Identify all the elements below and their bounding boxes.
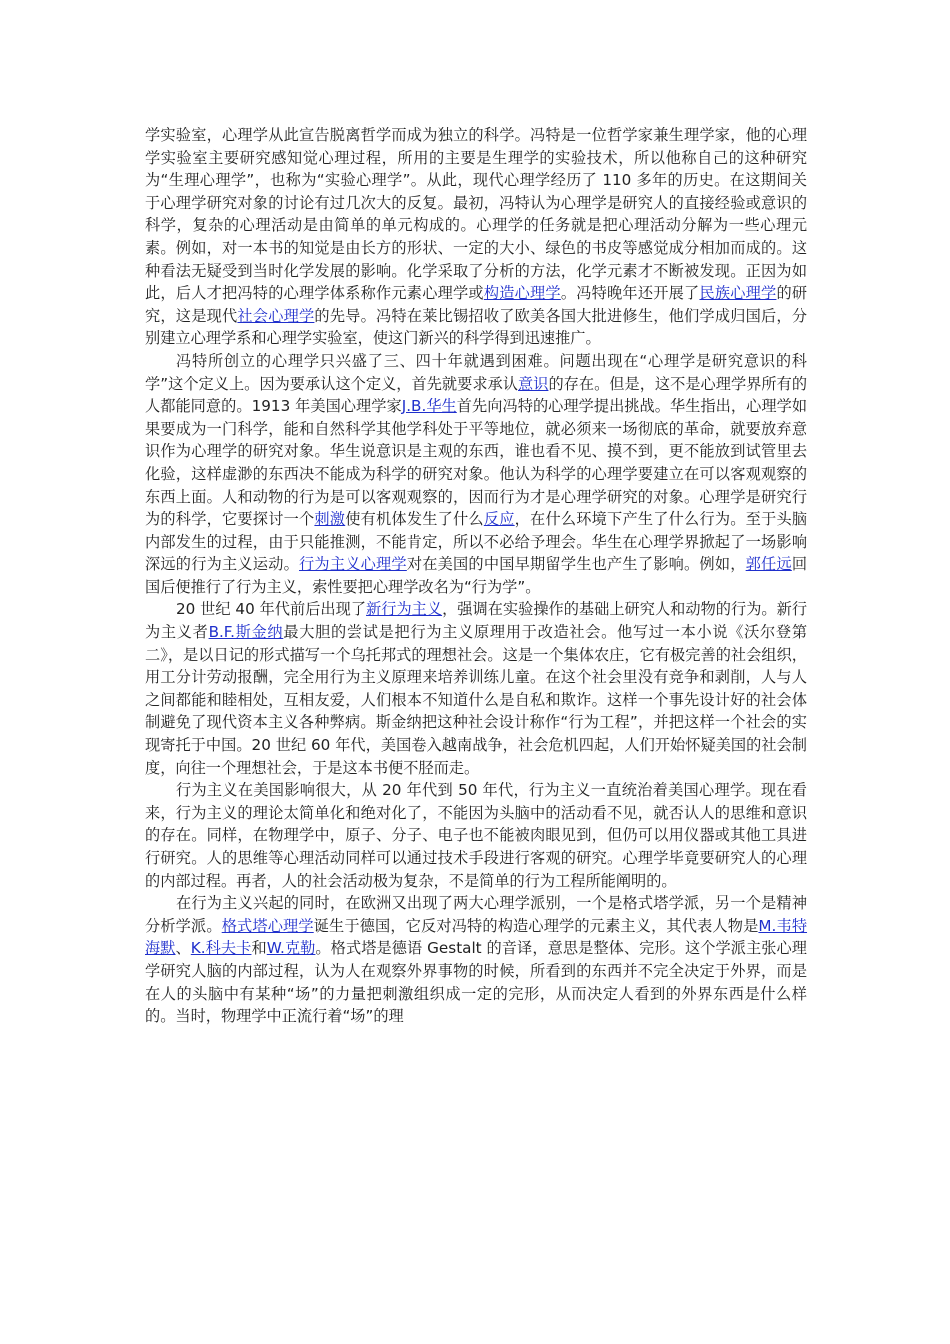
link-neo-behaviorism[interactable]: 新行为主义 bbox=[366, 600, 443, 619]
text-run: ，在什么环境下产生了什么行为。至于头脑内部发生的过程，由于只能推测，不能肯定，所以不必给予理会。华生在心理学界掀起了一场影响深远的行为主义运动。 bbox=[145, 510, 808, 574]
link-folk-psychology[interactable]: 民族心理学 bbox=[699, 284, 777, 303]
text-run: 对在美国的中国早期留学生也产生了影响。例如， bbox=[406, 555, 746, 574]
paragraph-5 bbox=[145, 892, 807, 1028]
link-social-psychology[interactable]: 社会心理学 bbox=[237, 306, 315, 325]
text-run: 回国后便推行了行为主义，索性要把心理学改名为“行为学”。 bbox=[145, 555, 808, 596]
text-run: 和 bbox=[251, 939, 267, 958]
text-run: 行为主义在美国影响很大，从 20 年代到 50 年代，行为主义一直统治着美国心理学。现在看来，行为主义的理论太简单化和绝对化了，不能因为头脑中的活动看不见，就否认人的思维和意识的存在。同样，在物理学中，原子、分子、电子也不能被肉眼见到，但仍可以用仪器或其他工具进行研究。人的思维等心理活动同样可以通过技术手段进行客观的研究。心理学毕竟要研究人的心理的内部过程。再者，人的社会活动极为复杂，不是简单的行为工程所能阐明的。 bbox=[145, 781, 807, 890]
link-response[interactable]: 反应 bbox=[483, 510, 515, 529]
link-watson[interactable]: J.B.华生 bbox=[401, 397, 457, 416]
text-run: 学实验室，心理学从此宣告脱离哲学而成为独立的科学。冯特是一位哲学家兼生理学家，他的心理学实验室主要研究感知觉心理过程，所用的主要是生理学的实验技术，所以他称自己的这种研究为“生理心理学”，也称为“实验心理学”。从此，现代心理学经历了 110 多年的历史。在这期间关于心理学研究对象的讨论有过几次大的反复。最初，冯特认为心理学是研究人的直接经验或意识的科学，复杂的心理活动是由简单的单元构成的。心理学的任务就是把心理活动分解为一些心理元素。例如，对一本书的知觉是由长方的形状、一定的大小、绿色的书皮等感觉成分相加而成的。这种看法无疑受到当时化学发展的影响。化学采取了分析的方法，化学元素才不断被发现。正因为如此，后人才把冯特的心理学体系称作元素心理学或 bbox=[145, 126, 807, 303]
text-run: 使有机体发生了什么 bbox=[345, 510, 484, 529]
text-run: 在行为主义兴起的同时，在欧洲又出现了两大心理学派别，一个是格式塔学派，另一个是精神分析学派。 bbox=[145, 894, 807, 935]
link-kohler[interactable]: W.克勒 bbox=[266, 939, 316, 958]
link-wertheimer[interactable]: M.韦特海默 bbox=[145, 916, 808, 958]
link-koffka[interactable]: K.科夫卡 bbox=[190, 939, 252, 958]
text-run: 首先向冯特的心理学提出挑战。华生指出，心理学如果要成为一门科学，能和自然科学其他学科处于平等地位，就必须来一场彻底的革命，就要放弃意识作为心理学的研究对象。华生说意识是主观的东西，谁也看不见、摸不到，更不能放到试管里去化验，这样虚渺的东西决不能成为科学的研究对象。他认为科学的心理学要建立在可以客观观察的东西上面。人和动物的行为是可以客观观察的，因而行为才是心理学研究的对象。心理学是研究行为的科学，它要探讨一个 bbox=[145, 397, 808, 529]
link-stimulus[interactable]: 刺激 bbox=[314, 510, 346, 529]
text-run: 20 世纪 40 年代前后出现了 bbox=[176, 600, 367, 619]
paragraph-2 bbox=[145, 350, 807, 599]
link-skinner[interactable]: B.F.斯金纳 bbox=[208, 623, 284, 642]
link-structural-psychology[interactable]: 构造心理学 bbox=[483, 284, 561, 303]
link-behaviorism-psychology[interactable]: 行为主义心理学 bbox=[299, 555, 407, 574]
document-body bbox=[145, 124, 807, 1028]
link-gestalt-psychology[interactable]: 格式塔心理学 bbox=[221, 916, 314, 935]
link-consciousness[interactable]: 意识 bbox=[518, 374, 549, 393]
paragraph-4 bbox=[145, 779, 807, 892]
text-run: ，强调在实验操作的基础上研究人和动物的行为。新行为主义者 bbox=[145, 600, 808, 642]
text-run: 。冯特晚年还开展了 bbox=[560, 284, 700, 303]
paragraph-3 bbox=[145, 598, 807, 779]
text-run: 冯特所创立的心理学只兴盛了三、四十年就遇到困难。问题出现在“心理学是研究意识的科学”这个定义上。因为要承认这个定义，首先就要求承认 bbox=[145, 351, 807, 393]
text-run: 、 bbox=[175, 939, 191, 958]
text-run: 的存在。但是，这不是心理学界所有的人都能同意的。1913 年美国心理学家 bbox=[145, 374, 808, 416]
text-run: 最大胆的尝试是把行为主义原理用于改造社会。他写过一本小说《沃尔登第二》，是以日记的形式描写一个乌托邦式的理想社会。这是一个集体农庄，它有极完善的社会组织，用工分计劳动报酬，完全用行为主义原理来培养训练儿童。在这个社会里没有竞争和剥削，人与人之间都能和睦相处，互相友爱，人们根本不知道什么是自私和欺诈。这样一个事先设计好的社会体制避免了现代资本主义各种弊病。斯金纳把这种社会设计称作“行为工程”，并把这样一个社会的实现寄托于中国。20 世纪 60 年代，美国卷入越南战争，社会危机四起，人们开始怀疑美国的社会制度，向往一个理想社会，于是这本书便不胫而走。 bbox=[145, 623, 807, 777]
text-run: 诞生于德国，它反对冯特的构造心理学的元素主义，其代表人物是 bbox=[313, 916, 759, 935]
paragraph-1 bbox=[145, 124, 807, 350]
text-run: 的先导。冯特在莱比锡招收了欧美各国大批进修生，他们学成归国后，分别建立心理学系和心理学实验室，使这门新兴的科学得到迅速推广。 bbox=[145, 306, 808, 348]
text-run: 。格式塔是德语 Gestalt 的音译，意思是整体、完形。这个学派主张心理学研究人脑的内部过程，认为人在观察外界事物的时候，所看到的东西并不完全决定于外界，而是在人的头脑中有某种“场”的力量把刺激组织成一定的完形，从而决定人看到的外界东西是什么样的。当时，物理学中正流行着“场”的理 bbox=[145, 939, 807, 1026]
link-guo-renyuan[interactable]: 郭任远 bbox=[745, 555, 792, 574]
text-run: 的研究，这是现代 bbox=[145, 284, 808, 325]
